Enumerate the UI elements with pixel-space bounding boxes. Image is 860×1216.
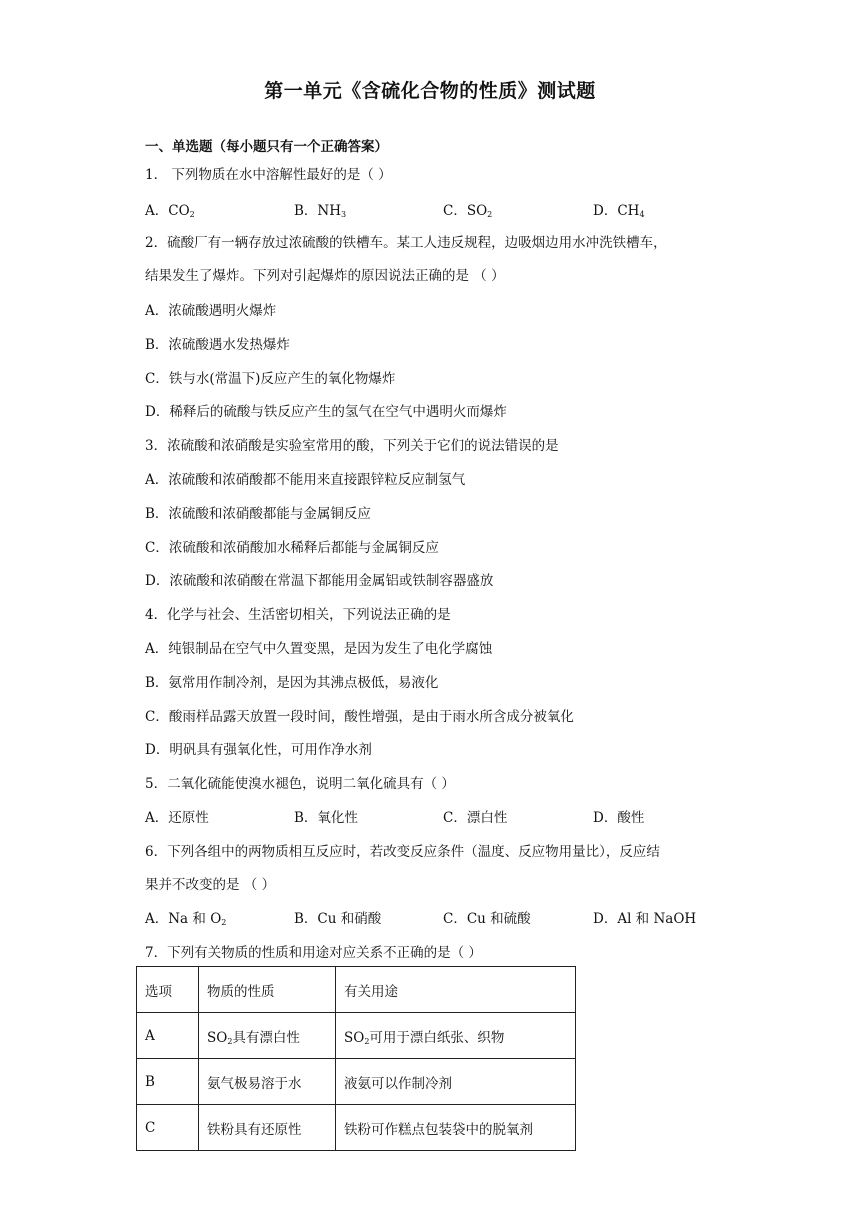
table-cell-option: A bbox=[137, 1013, 199, 1059]
question-2-stem-line-1: 2．硫酸厂有一辆存放过浓硫酸的铁槽车。某工人违反规程，边吸烟边用水冲洗铁槽车， bbox=[145, 235, 667, 251]
question-7-table bbox=[136, 966, 576, 1151]
question-1-option-c: C．$SO_2$ bbox=[443, 203, 493, 219]
table-row bbox=[137, 1059, 576, 1105]
table-header-row bbox=[137, 967, 576, 1013]
table-cell-option: C bbox=[137, 1105, 199, 1151]
table-cell-property: $SO_2$具有漂白性 bbox=[199, 1013, 336, 1059]
question-1-option-d: D．$CH_4$ bbox=[593, 203, 645, 219]
question-5-option-b: B．氧化性 bbox=[294, 810, 358, 826]
table-cell-property: 铁粉具有还原性 bbox=[199, 1105, 336, 1151]
question-2-stem-line-2: 结果发生了爆炸。下列对引起爆炸的原因说法正确的是 （ ） bbox=[145, 268, 505, 284]
page-title: 第一单元《含硫化合物的性质》测试题 bbox=[264, 80, 596, 102]
question-3-option-a: A．浓硫酸和浓硝酸都不能用来直接跟锌粒反应制氢气 bbox=[145, 472, 466, 488]
question-3-option-d: D．浓硫酸和浓硝酸在常温下都能用金属铝或铁制容器盛放 bbox=[145, 573, 494, 589]
question-1-option-a: A．$CO_2$ bbox=[145, 203, 195, 219]
question-4-option-b: B．氨常用作制冷剂，是因为其沸点极低，易液化 bbox=[145, 675, 439, 691]
question-6-stem-line-2: 果并不改变的是 （ ） bbox=[145, 877, 276, 893]
question-4-stem: 4．化学与社会、生活密切相关，下列说法正确的是 bbox=[145, 607, 451, 623]
table-cell-use: $SO_2$可用于漂白纸张、织物 bbox=[336, 1013, 576, 1059]
table-cell-use: 铁粉可作糕点包装袋中的脱氧剂 bbox=[336, 1105, 576, 1151]
question-4-option-a: A．纯银制品在空气中久置变黑，是因为发生了电化学腐蚀 bbox=[145, 641, 493, 657]
question-3-option-b: B．浓硫酸和浓硝酸都能与金属铜反应 bbox=[145, 506, 371, 522]
question-6-option-d: D．Al 和 NaOH bbox=[593, 911, 697, 927]
question-5-stem: 5．二氧化硫能使溴水褪色，说明二氧化硫具有（ ） bbox=[145, 776, 455, 792]
question-5-option-a: A．还原性 bbox=[145, 810, 209, 826]
question-2-option-d: D．稀释后的硫酸与铁反应产生的氢气在空气中遇明火而爆炸 bbox=[145, 404, 507, 420]
question-2-option-c: C．铁与水(常温下)反应产生的氧化物爆炸 bbox=[145, 371, 396, 387]
question-2-option-a: A．浓硫酸遇明火爆炸 bbox=[145, 303, 277, 319]
question-5-option-c: C．漂白性 bbox=[443, 810, 508, 826]
question-6-stem-line-1: 6．下列各组中的两物质相互反应时，若改变反应条件（温度、反应物用量比），反应结 bbox=[145, 844, 660, 860]
question-3-stem: 3．浓硫酸和浓硝酸是实验室常用的酸，下列关于它们的说法错误的是 bbox=[145, 438, 559, 454]
question-6-option-a: A．Na 和 $O_2$ bbox=[145, 911, 227, 927]
table-header-cell: 物质的性质 bbox=[199, 967, 336, 1013]
question-6-option-b: B．Cu 和硝酸 bbox=[294, 911, 382, 927]
table-row bbox=[137, 1105, 576, 1151]
table-cell-option: B bbox=[137, 1059, 199, 1105]
question-3-option-c: C．浓硫酸和浓硝酸加水稀释后都能与金属铜反应 bbox=[145, 540, 439, 556]
question-2-option-b: B．浓硫酸遇水发热爆炸 bbox=[145, 337, 290, 353]
table-row bbox=[137, 1013, 576, 1059]
section-heading: 一、单选题（每小题只有一个正确答案） bbox=[145, 139, 388, 155]
table-header-cell: 有关用途 bbox=[336, 967, 576, 1013]
table-cell-use: 液氨可以作制冷剂 bbox=[336, 1059, 576, 1105]
question-7-stem: 7．下列有关物质的性质和用途对应关系不正确的是（ ） bbox=[145, 945, 482, 961]
question-1-stem: 1． 下列物质在水中溶解性最好的是（ ） bbox=[145, 167, 392, 183]
question-1-option-b: B．$NH_3$ bbox=[294, 203, 347, 219]
table-header-cell: 选项 bbox=[137, 967, 199, 1013]
question-4-option-c: C．酸雨样品露天放置一段时间，酸性增强，是由于雨水所含成分被氧化 bbox=[145, 709, 574, 725]
question-5-option-d: D．酸性 bbox=[593, 810, 645, 826]
question-6-option-c: C．Cu 和硫酸 bbox=[443, 911, 531, 927]
table-cell-property: 氨气极易溶于水 bbox=[199, 1059, 336, 1105]
question-4-option-d: D．明矾具有强氧化性，可用作净水剂 bbox=[145, 742, 372, 758]
